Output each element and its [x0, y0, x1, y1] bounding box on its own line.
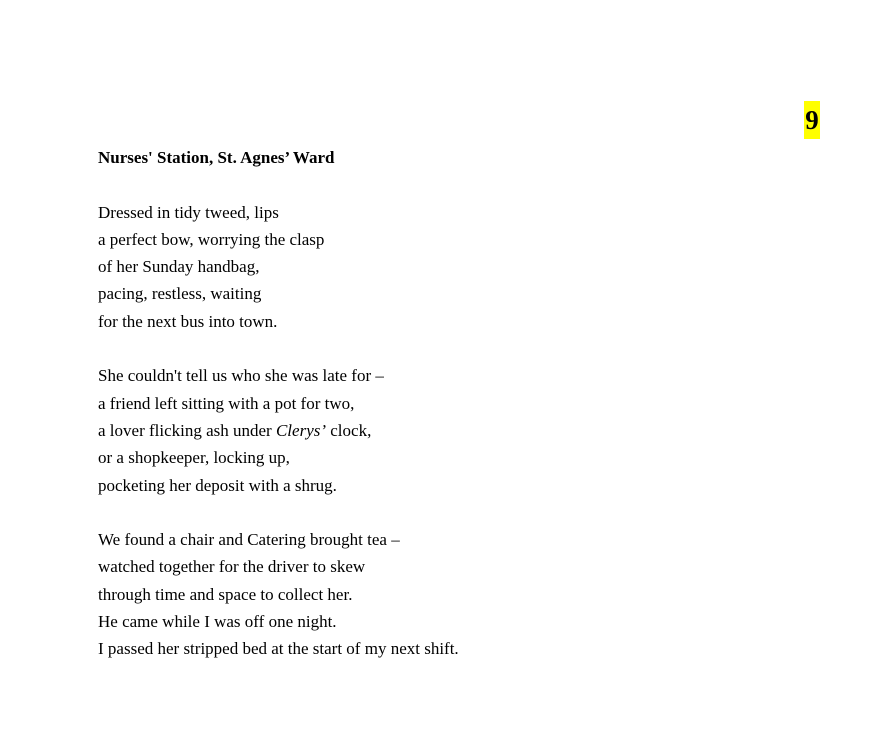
- poem-line: pocketing her deposit with a shrug.: [98, 475, 337, 495]
- poem-line: or a shopkeeper, locking up,: [98, 448, 290, 468]
- page-number: 9: [804, 101, 820, 139]
- stanza-1: [98, 199, 798, 335]
- poem-line: of her Sunday handbag,: [98, 257, 260, 277]
- poem: [98, 144, 798, 690]
- line-text-before: a lover flicking ash under: [98, 420, 276, 440]
- poem-line: a perfect bow, worrying the clasp: [98, 229, 325, 249]
- line-text-after: clock,: [326, 420, 372, 440]
- poem-line: watched together for the driver to skew: [98, 557, 366, 577]
- poem-line: through time and space to collect her.: [98, 584, 353, 604]
- stanza-3: [98, 526, 798, 662]
- italic-store-name: Clerys’: [275, 420, 327, 440]
- poem-line: for the next bus into town.: [98, 311, 278, 331]
- poem-line-with-italic: [98, 417, 798, 444]
- poem-line: a friend left sitting with a pot for two,: [98, 393, 355, 413]
- poem-line: I passed her stripped bed at the start of my next shift.: [98, 639, 459, 659]
- stanza-2: [98, 362, 798, 498]
- poem-line: She couldn't tell us who she was late for –: [98, 366, 384, 386]
- poem-line: We found a chair and Catering brought tea –: [98, 530, 400, 550]
- poem-line: He came while I was off one night.: [98, 612, 337, 632]
- poem-line: Dressed in tidy tweed, lips: [98, 202, 279, 222]
- poem-line: pacing, restless, waiting: [98, 284, 262, 304]
- poem-title: Nurses' Station, St. Agnes’ Ward: [98, 148, 335, 167]
